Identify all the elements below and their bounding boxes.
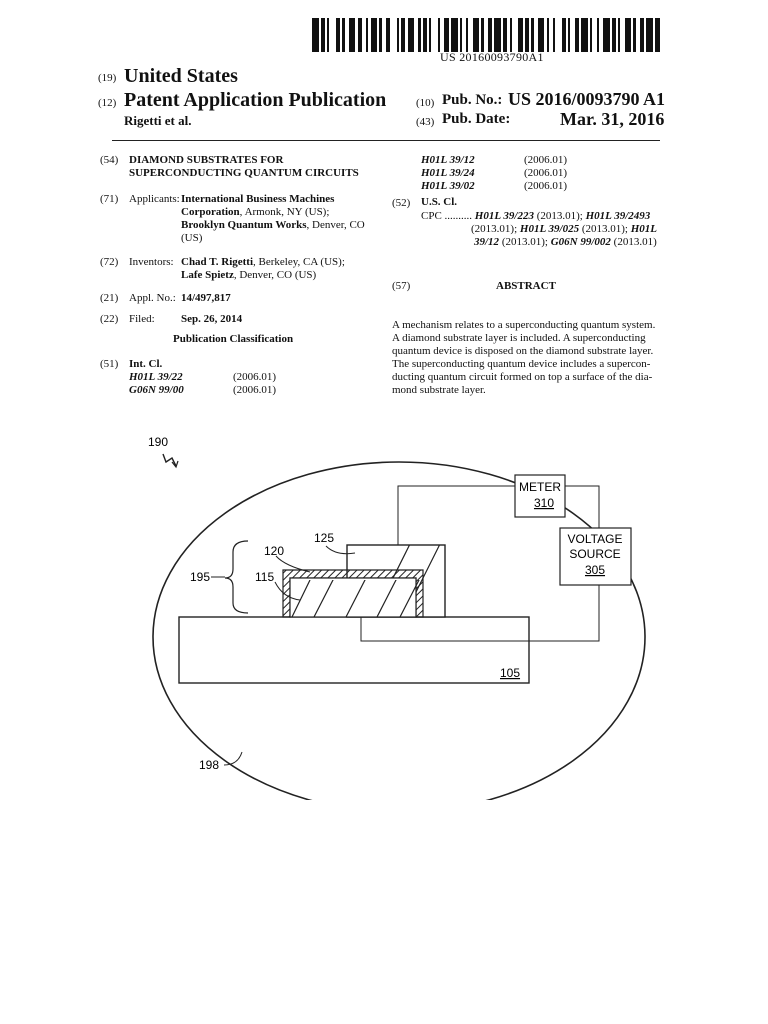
cpc-line-1 xyxy=(421,210,650,224)
abstract-line: A diamond substrate layer is included. A superconducting xyxy=(392,332,646,344)
source-label: SOURCE xyxy=(569,547,621,561)
field-72-code: (72) xyxy=(100,256,119,268)
applicant-1-line-1: International Business Machines xyxy=(181,193,335,205)
int-cl-version: (2006.01) xyxy=(524,167,568,179)
meter-label: METER xyxy=(519,480,561,494)
ref-105: 105 xyxy=(500,666,521,680)
cpc-version: (2013.01); xyxy=(533,210,586,222)
cpc-class: H01L 39/223 xyxy=(474,210,534,222)
appl-no-label: Appl. No.: xyxy=(129,292,176,304)
cpc-class: H01L 39/025 xyxy=(519,223,580,235)
field-51-code: (51) xyxy=(100,358,119,370)
int-cl-class: G06N 99/00 xyxy=(129,384,184,396)
ref-195: 195 xyxy=(190,570,211,584)
filed-date: Sep. 26, 2014 xyxy=(181,313,243,325)
device-115 xyxy=(290,578,416,617)
cpc-line-3 xyxy=(474,236,657,250)
applicant-1-location: , Armonk, NY (US); xyxy=(239,206,330,218)
cpc-class: 39/12 xyxy=(474,236,500,248)
country: United States xyxy=(124,65,238,87)
applicant-2-line-1 xyxy=(181,219,365,233)
inventor-1-location: , Berkeley, CA (US); xyxy=(253,256,345,268)
ref-120: 120 xyxy=(264,544,285,558)
cpc-class: H01L 39/2493 xyxy=(585,210,651,222)
int-cl-label: Int. Cl. xyxy=(129,358,163,370)
applicant-1-line-2 xyxy=(181,206,329,220)
cpc-label: CPC .......... xyxy=(421,210,473,222)
code-19: (19) xyxy=(98,72,117,84)
field-54-code: (54) xyxy=(100,154,119,166)
field-22-code: (22) xyxy=(100,313,119,325)
barcode xyxy=(312,18,660,52)
leader-198 xyxy=(224,752,242,765)
meter-ref: 310 xyxy=(533,496,555,510)
publication-type: Patent Application Publication xyxy=(124,89,387,111)
figure-drawing xyxy=(0,420,768,800)
inventors-short: Rigetti et al. xyxy=(124,113,192,128)
code-12: (12) xyxy=(98,97,117,109)
field-21-code: (21) xyxy=(100,292,119,304)
inventor-1-name: Chad T. Rigetti xyxy=(181,256,254,268)
abstract-line: quantum device is disposed on the diamond substrate layer. xyxy=(392,345,654,357)
applicant-2-name: Brooklyn Quantum Works xyxy=(181,219,307,231)
inventor-1 xyxy=(181,256,345,270)
applicant-2-country: (US) xyxy=(181,232,203,244)
cpc-line-2 xyxy=(471,223,657,237)
publication-classification-title: Publication Classification xyxy=(173,333,294,345)
ref-198: 198 xyxy=(199,758,220,772)
cpc-version: (2013.01) xyxy=(610,236,657,248)
pub-date-label: Pub. Date: xyxy=(442,111,511,127)
int-cl-class: H01L 39/22 xyxy=(129,371,183,383)
pub-no: US 2016/0093790 A1 xyxy=(508,89,666,109)
diamond-substrate-105 xyxy=(179,617,529,683)
inventor-2-location: , Denver, CO (US) xyxy=(233,269,317,281)
inventor-2-name: Lafe Spietz xyxy=(181,269,234,281)
int-cl-version: (2006.01) xyxy=(233,384,277,396)
inventors-label: Inventors: xyxy=(129,256,174,268)
abstract-line: mond substrate layer. xyxy=(392,384,486,396)
int-cl-class: H01L 39/12 xyxy=(421,154,475,166)
int-cl-class: H01L 39/02 xyxy=(421,180,475,192)
int-cl-version: (2006.01) xyxy=(524,154,568,166)
appl-no: 14/497,817 xyxy=(181,292,231,304)
barcode-bar xyxy=(655,18,659,52)
applicants-label: Applicants: xyxy=(129,193,180,205)
field-71-code: (71) xyxy=(100,193,119,205)
applicant-1-name-end: Corporation xyxy=(181,206,240,218)
abstract-line: ducting quantum circuit formed on top a surface of the dia- xyxy=(392,371,653,383)
abstract-line: The superconducting quantum device includes a supercon- xyxy=(392,358,651,370)
cpc-class: H01L xyxy=(630,223,657,235)
int-cl-version: (2006.01) xyxy=(524,180,568,192)
abstract-line: A mechanism relates to a superconducting quantum system. xyxy=(392,319,656,331)
cpc-version: (2013.01); xyxy=(471,223,520,235)
voltage-source-ref: 305 xyxy=(584,563,606,577)
pub-no-label: Pub. No.: xyxy=(442,92,503,108)
cpc-class: G06N 99/002 xyxy=(550,236,611,248)
cpc-version: (2013.01); xyxy=(579,223,631,235)
applicant-2-location: , Denver, CO xyxy=(306,219,365,231)
int-cl-version: (2006.01) xyxy=(233,371,277,383)
barcode-number: US 20160093790A1 xyxy=(440,50,544,64)
us-cl-label: U.S. Cl. xyxy=(421,196,458,208)
ref-125: 125 xyxy=(314,531,335,545)
code-43: (43) xyxy=(416,116,435,128)
pub-date: Mar. 31, 2016 xyxy=(560,109,665,129)
field-52-code: (52) xyxy=(392,197,411,209)
code-10: (10) xyxy=(416,97,435,109)
voltage-label: VOLTAGE xyxy=(567,532,623,546)
int-cl-class: H01L 39/24 xyxy=(421,167,475,179)
brace-195 xyxy=(225,541,248,613)
header-rule xyxy=(112,140,660,141)
ref-190: 190 xyxy=(148,435,169,449)
filed-label: Filed: xyxy=(129,313,155,325)
field-57-code: (57) xyxy=(392,280,411,292)
title-line-2: SUPERCONDUCTING QUANTUM CIRCUITS xyxy=(129,167,359,179)
ref-115: 115 xyxy=(255,570,275,584)
cpc-version: (2013.01); xyxy=(499,236,551,248)
abstract-title: ABSTRACT xyxy=(496,280,556,292)
inventor-2 xyxy=(181,269,316,283)
title-line-1: DIAMOND SUBSTRATES FOR xyxy=(129,154,284,166)
